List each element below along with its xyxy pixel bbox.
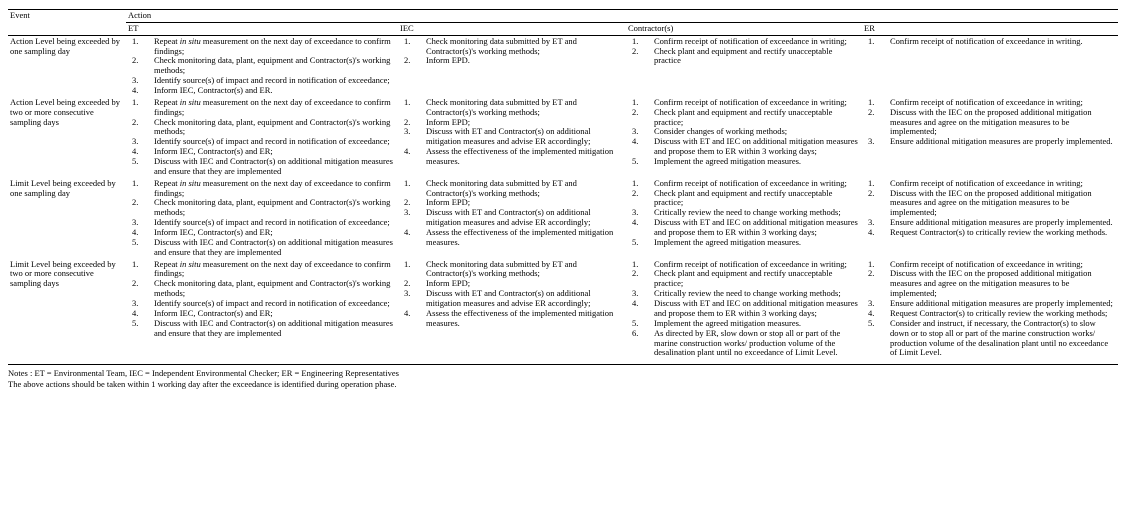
table-row [8, 97, 1118, 178]
notes-section [8, 368, 1118, 389]
item-number: 1. [632, 177, 639, 188]
table-body [8, 35, 1118, 365]
item-number: 3. [132, 298, 139, 309]
item-text: Check plant and equipment and rectify unacceptable practice [654, 45, 833, 66]
item-text: Check monitoring data submitted by ET and Contractor(s)'s working methods; [426, 35, 577, 56]
item-number: 4. [404, 227, 411, 238]
action-item [128, 260, 395, 280]
item-text: Discuss with the IEC on the proposed additional mitigation measures and agree on the mitigation measures to be implemented; [890, 106, 1092, 137]
item-text: Discuss with IEC and Contractor(s) on additional mitigation measures and ensure that they are implemented [154, 317, 393, 338]
item-text: Check plant and equipment and rectify unacceptable practice; [654, 106, 833, 127]
event-column-header: Event [8, 10, 126, 36]
item-text: Assess the effectiveness of the implemented mitigation measures. [426, 146, 614, 167]
item-text: Request Contractor(s) to critically review the working methods. [890, 227, 1108, 238]
item-number: 4. [632, 298, 639, 309]
item-text: Confirm receipt of notification of exceedance in writing. [890, 35, 1083, 46]
action-cell-et [126, 259, 398, 365]
item-number: 3. [868, 217, 875, 228]
action-cell-contractors [626, 97, 862, 178]
action-item [400, 37, 623, 57]
item-number: 1. [132, 35, 139, 46]
item-number: 4. [632, 217, 639, 228]
item-number: 2. [132, 197, 139, 208]
action-item [400, 56, 623, 66]
item-number: 2. [404, 116, 411, 127]
item-number: 2. [132, 55, 139, 66]
action-cell-er [862, 259, 1118, 365]
action-cell-er [862, 178, 1118, 259]
item-text: Discuss with ET and Contractor(s) on additional mitigation measures and advise ER accordingly; [426, 288, 591, 309]
item-number: 5. [868, 317, 875, 328]
action-item [128, 37, 395, 57]
action-cell-er [862, 35, 1118, 97]
item-text: Confirm receipt of notification of exceedance in writing; [890, 177, 1083, 188]
column-header-iec: IEC [398, 22, 626, 35]
item-text: Implement the agreed mitigation measures. [654, 236, 802, 247]
item-text: Ensure additional mitigation measures are properly implemented. [890, 217, 1113, 228]
item-number: 5. [132, 317, 139, 328]
item-text: Request Contractor(s) to critically review the working methods; [890, 307, 1108, 318]
item-text: Check plant and equipment and rectify unacceptable practice; [654, 187, 833, 208]
column-header-et: ET [126, 22, 398, 35]
item-number: 4. [632, 136, 639, 147]
item-number: 2. [404, 55, 411, 66]
action-cell-er [862, 97, 1118, 178]
action-cell-iec [398, 259, 626, 365]
action-item [128, 319, 395, 339]
action-item [864, 108, 1115, 138]
item-number: 2. [404, 197, 411, 208]
event-cell: Action Level being exceeded by two or more consecutive sampling days [10, 96, 120, 127]
item-number: 2. [632, 45, 639, 56]
item-text: Check monitoring data submitted by ET and Contractor(s)'s working methods; [426, 177, 577, 198]
item-number: 5. [632, 156, 639, 167]
action-cell-contractors [626, 259, 862, 365]
item-number: 1. [868, 35, 875, 46]
action-item [400, 179, 623, 199]
action-item [864, 228, 1115, 238]
item-text: Discuss with ET and IEC on additional mitigation measures and propose them to ER within 3 working days; [654, 217, 858, 238]
item-text: Repeat in situ measurement on the next day of exceedance to confirm findings; [154, 96, 391, 117]
item-number: 1. [132, 177, 139, 188]
item-number: 3. [132, 217, 139, 228]
action-item [400, 127, 623, 147]
item-text: Confirm receipt of notification of exceedance in writing; [654, 258, 847, 269]
column-header-contractors: Contractor(s) [626, 22, 862, 35]
item-text: Identify source(s) of impact and record in notification of exceedance; [154, 217, 390, 228]
action-cell-contractors [626, 178, 862, 259]
item-number: 2. [632, 106, 639, 117]
item-number: 3. [404, 126, 411, 137]
item-text: Check plant and equipment and rectify unacceptable practice; [654, 268, 833, 289]
item-text: Inform IEC, Contractor(s) and ER; [154, 146, 273, 157]
item-text: Critically review the need to change working methods; [654, 288, 841, 299]
item-text: Confirm receipt of notification of exceedance in writing; [890, 96, 1083, 107]
item-text: Repeat in situ measurement on the next day of exceedance to confirm findings; [154, 177, 391, 198]
item-number: 1. [868, 177, 875, 188]
item-text: Confirm receipt of notification of exceedance in writing; [654, 35, 847, 46]
item-number: 1. [404, 96, 411, 107]
action-item [628, 329, 859, 359]
action-item [128, 279, 395, 299]
item-text: Check monitoring data, plant, equipment and Contractor(s)'s working methods; [154, 55, 391, 76]
item-text: Confirm receipt of notification of exceedance in writing; [890, 258, 1083, 269]
item-number: 4. [132, 307, 139, 318]
action-item [128, 238, 395, 258]
item-text: Consider changes of working methods; [654, 126, 788, 137]
action-item [628, 157, 859, 167]
item-number: 4. [404, 307, 411, 318]
action-item [128, 98, 395, 118]
item-number: 3. [868, 298, 875, 309]
item-number: 1. [404, 258, 411, 269]
item-number: 5. [632, 317, 639, 328]
item-number: 2. [132, 116, 139, 127]
item-number: 4. [404, 146, 411, 157]
action-item [628, 189, 859, 209]
action-item [400, 208, 623, 228]
item-number: 1. [632, 35, 639, 46]
action-item [864, 319, 1115, 358]
item-text: Identify source(s) of impact and record in notification of exceedance; [154, 298, 390, 309]
item-text: Discuss with IEC and Contractor(s) on additional mitigation measures and ensure that they are implemented [154, 156, 393, 176]
column-header-er: ER [862, 22, 1118, 35]
item-number: 3. [632, 126, 639, 137]
event-cell: Action Level being exceeded by one sampling day [10, 35, 120, 56]
action-cell-iec [398, 35, 626, 97]
action-item [628, 299, 859, 319]
item-number: 3. [132, 75, 139, 86]
action-item [400, 260, 623, 280]
action-cell-iec [398, 178, 626, 259]
action-item [864, 137, 1115, 147]
action-cell-et [126, 97, 398, 178]
item-text: Identify source(s) of impact and record in notification of exceedance; [154, 75, 390, 86]
item-number: 3. [404, 288, 411, 299]
action-cell-contractors [626, 35, 862, 97]
action-plan-table [8, 9, 1118, 365]
item-text: Discuss with the IEC on the proposed additional mitigation measures and agree on the mitigation measures to be implemented; [890, 268, 1092, 299]
item-text: Implement the agreed mitigation measures. [654, 317, 802, 328]
item-number: 4. [132, 85, 139, 96]
item-text: Consider and instruct, if necessary, the Contractor(s) to slow down or to stop all or part of the marine construction works/ production volume of the desalination plant until no exceedance of Limit Level. [890, 317, 1109, 358]
item-number: 4. [868, 307, 875, 318]
item-number: 1. [404, 35, 411, 46]
item-text: Check monitoring data, plant, equipment and Contractor(s)'s working methods; [154, 278, 391, 299]
item-number: 3. [868, 136, 875, 147]
action-item [628, 238, 859, 248]
item-text: Discuss with ET and Contractor(s) on additional mitigation measures and advise ER accordingly; [426, 207, 591, 228]
item-number: 3. [404, 207, 411, 218]
action-item [628, 47, 859, 67]
item-number: 3. [632, 207, 639, 218]
item-number: 2. [632, 187, 639, 198]
item-text: Inform EPD; [426, 197, 471, 208]
action-cell-et [126, 35, 398, 97]
action-item [864, 37, 1115, 47]
item-text: Implement the agreed mitigation measures. [654, 156, 802, 167]
item-text: Ensure additional mitigation measures are properly implemented; [890, 298, 1113, 309]
item-number: 1. [868, 258, 875, 269]
item-text: Check monitoring data, plant, equipment and Contractor(s)'s working methods; [154, 197, 391, 218]
action-item [128, 198, 395, 218]
action-item [628, 137, 859, 157]
item-text: Assess the effectiveness of the implemented mitigation measures. [426, 307, 614, 328]
item-number: 2. [868, 268, 875, 279]
item-text: As directed by ER, slow down or stop all or part of the marine construction works/ production volume of the desalination plant until no exceedance of Limit Level. [654, 327, 841, 358]
notes-line-1: Notes : ET = Environmental Team, IEC = Independent Environmental Checker; ER = Engineering Representatives [8, 368, 399, 379]
item-text: Discuss with the IEC on the proposed additional mitigation measures and agree on the mitigation measures to be implemented; [890, 187, 1092, 218]
item-number: 3. [632, 288, 639, 299]
item-text: Discuss with IEC and Contractor(s) on additional mitigation measures and ensure that they are implemented [154, 236, 393, 257]
item-text: Inform EPD. [426, 55, 470, 66]
action-item [628, 269, 859, 289]
table-row [8, 259, 1118, 365]
action-column-header: Action [126, 10, 1118, 23]
action-item [400, 98, 623, 118]
item-text: Confirm receipt of notification of exceedance in writing; [654, 177, 847, 188]
action-item [128, 179, 395, 199]
item-number: 1. [632, 258, 639, 269]
item-number: 1. [132, 258, 139, 269]
action-item [128, 56, 395, 76]
item-text: Check monitoring data submitted by ET and Contractor(s)'s working methods; [426, 96, 577, 117]
action-item [400, 147, 623, 167]
event-cell: Limit Level being exceeded by one sampling day [10, 177, 116, 198]
table-row [8, 35, 1118, 97]
item-text: Identify source(s) of impact and record in notification of exceedance; [154, 136, 390, 147]
item-number: 4. [132, 227, 139, 238]
item-text: Assess the effectiveness of the implemented mitigation measures. [426, 227, 614, 247]
action-cell-et [126, 178, 398, 259]
header-row-sub [8, 22, 1118, 35]
item-text: Check monitoring data, plant, equipment and Contractor(s)'s working methods; [154, 116, 391, 137]
header-row-top [8, 10, 1118, 23]
action-item [864, 189, 1115, 219]
item-text: Repeat in situ measurement on the next day of exceedance to confirm findings; [154, 35, 391, 56]
item-number: 4. [132, 146, 139, 157]
notes-line-2: The above actions should be taken within 1 working day after the exceedance is identified during operation phase. [8, 378, 397, 389]
action-item [400, 228, 623, 248]
item-number: 2. [868, 187, 875, 198]
item-number: 5. [632, 236, 639, 247]
item-number: 3. [132, 136, 139, 147]
item-number: 6. [632, 327, 639, 338]
action-item [864, 269, 1115, 299]
item-number: 5. [132, 156, 139, 167]
action-item [128, 157, 395, 177]
item-text: Ensure additional mitigation measures are properly implemented. [890, 136, 1113, 147]
item-number: 2. [868, 106, 875, 117]
item-text: Critically review the need to change working methods; [654, 207, 841, 218]
item-text: Check monitoring data submitted by ET and Contractor(s)'s working methods; [426, 258, 577, 279]
item-number: 2. [404, 278, 411, 289]
item-text: Inform IEC, Contractor(s) and ER; [154, 307, 273, 318]
action-item [400, 309, 623, 329]
item-text: Inform EPD; [426, 116, 471, 127]
item-number: 4. [868, 227, 875, 238]
action-item [628, 218, 859, 238]
item-text: Confirm receipt of notification of exceedance in writing; [654, 96, 847, 107]
event-cell: Limit Level being exceeded by two or more consecutive sampling days [8, 259, 126, 365]
item-number: 1. [868, 96, 875, 107]
action-item [400, 289, 623, 309]
item-text: Discuss with ET and IEC on additional mitigation measures and propose them to ER within 3 working days; [654, 136, 858, 157]
action-item [128, 118, 395, 138]
item-text: Repeat in situ measurement on the next day of exceedance to confirm findings; [154, 258, 391, 279]
item-number: 1. [404, 177, 411, 188]
action-cell-iec [398, 97, 626, 178]
item-text: Discuss with ET and IEC on additional mitigation measures and propose them to ER within 3 working days; [654, 298, 858, 318]
item-number: 5. [132, 236, 139, 247]
item-text: Inform IEC, Contractor(s) and ER. [154, 85, 273, 96]
item-number: 2. [632, 268, 639, 279]
item-text: Inform EPD; [426, 278, 471, 289]
item-text: Inform IEC, Contractor(s) and ER; [154, 227, 273, 238]
table-row [8, 178, 1118, 259]
action-item [628, 108, 859, 128]
item-number: 2. [132, 278, 139, 289]
item-text: Discuss with ET and Contractor(s) on additional mitigation measures and advise ER accordingly; [426, 126, 591, 147]
item-number: 1. [132, 96, 139, 107]
action-item [128, 86, 395, 96]
item-number: 1. [632, 96, 639, 107]
